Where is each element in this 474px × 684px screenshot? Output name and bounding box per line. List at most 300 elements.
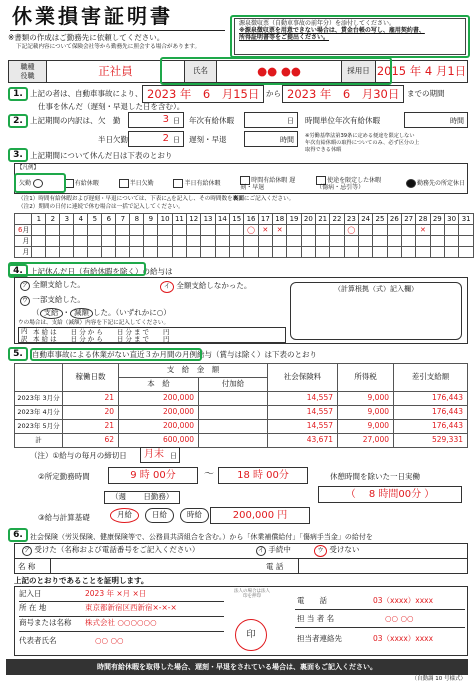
day-cell[interactable] bbox=[116, 247, 130, 258]
day-header: 16 bbox=[244, 214, 258, 225]
wage-cell-m: 計 bbox=[15, 434, 63, 448]
day-cell[interactable] bbox=[172, 225, 186, 236]
day-cell[interactable]: ✕ bbox=[416, 225, 430, 236]
day-cell[interactable] bbox=[60, 225, 74, 236]
wage-cell-d[interactable]: 21 bbox=[63, 392, 119, 406]
wage-cell-i[interactable]: 14,557 bbox=[268, 406, 338, 420]
section-6-number: 6. bbox=[8, 528, 28, 542]
legend-box bbox=[14, 163, 468, 194]
day-header: 3 bbox=[60, 214, 74, 225]
day-header: 30 bbox=[444, 214, 458, 225]
s2-absent-unit: 日 bbox=[173, 117, 180, 125]
day-header: 9 bbox=[144, 214, 158, 225]
s2-footnote-line: ※労働基準法第39条に定める便途を限定しない bbox=[305, 133, 415, 139]
wage-cell-m: 2023年 3月分 bbox=[15, 392, 63, 406]
day-header: 15 bbox=[230, 214, 244, 225]
day-cell[interactable]: ◯ bbox=[244, 225, 258, 236]
section-3-number: 3. bbox=[8, 148, 28, 162]
wage-cell-i[interactable]: 43,671 bbox=[268, 434, 338, 448]
day-cell[interactable]: ✕ bbox=[273, 225, 287, 236]
day-cell[interactable] bbox=[316, 225, 330, 236]
day-cell[interactable] bbox=[301, 225, 315, 236]
option-a-icon: ア bbox=[21, 282, 28, 289]
s6-option-i[interactable]: イ 手続中 bbox=[257, 545, 291, 554]
day-cell[interactable] bbox=[316, 236, 330, 247]
cert-person-label: 担 当 者 名 bbox=[297, 614, 335, 623]
cert-company-value[interactable]: 株式会社 ○○○○○○ bbox=[85, 618, 157, 627]
day-cell[interactable] bbox=[330, 247, 344, 258]
day-cell[interactable] bbox=[88, 247, 102, 258]
breakdown-line: 本 給 は 日 分 か ら 日 分 ま で 円 bbox=[33, 328, 170, 336]
half-cross-icon bbox=[173, 179, 183, 188]
day-cell[interactable] bbox=[287, 225, 301, 236]
hire-label: 採用日 bbox=[342, 61, 376, 83]
s2-paid-field[interactable] bbox=[244, 112, 298, 128]
day-cell[interactable] bbox=[273, 236, 287, 247]
q3-amount-field[interactable]: 200,000 円 bbox=[210, 507, 310, 524]
s2-absent-value: 3 bbox=[162, 114, 169, 125]
day-cell[interactable] bbox=[430, 247, 444, 258]
s1-to-field[interactable]: 2023 年 6 月30日 bbox=[282, 85, 404, 103]
s2-paidtime-label: 時間単位年次有給休暇 bbox=[305, 116, 380, 125]
cert-company-label: 商号または名称 bbox=[19, 618, 72, 627]
cert-tel-value[interactable]: 03（xxxx）xxxx bbox=[373, 596, 434, 605]
q3-daily[interactable]: 日給 bbox=[145, 508, 174, 523]
month-cell[interactable]: 月 bbox=[15, 236, 32, 247]
role-value[interactable]: 正社員 bbox=[47, 61, 185, 83]
wage-cell-a[interactable] bbox=[199, 434, 268, 448]
day-cell[interactable] bbox=[230, 247, 244, 258]
cert-date-label: 記入日 bbox=[19, 589, 42, 598]
q2-week-field[interactable]: （週 日勤務） bbox=[104, 491, 180, 504]
seal-stamp-icon: 印 bbox=[235, 619, 267, 651]
legend-halfpaid: 半日有給休暇 bbox=[173, 179, 220, 188]
day-header: 17 bbox=[258, 214, 272, 225]
wage-header-base: 本 給 bbox=[119, 378, 199, 392]
day-cell[interactable] bbox=[359, 225, 373, 236]
day-header: 11 bbox=[172, 214, 186, 225]
section-2-number: 2. bbox=[8, 114, 28, 128]
s2-late-field[interactable] bbox=[244, 131, 298, 147]
s4-option-u[interactable]: ウ 一部支給した。 bbox=[21, 295, 85, 304]
q3-label: ③給与計算基礎 bbox=[38, 513, 90, 522]
s1-line2: 仕事を休んだ（遅刻・早退した日を含む）。 bbox=[38, 102, 185, 111]
q1-field[interactable] bbox=[140, 447, 180, 463]
hire-value[interactable]: 2015 年 4 月1日 bbox=[376, 61, 468, 83]
day-header: 27 bbox=[401, 214, 415, 225]
wage-row bbox=[15, 434, 468, 448]
q2-tilde: ～ bbox=[204, 469, 214, 480]
day-cell[interactable] bbox=[444, 225, 458, 236]
wage-cell-b[interactable]: 200,000 bbox=[119, 420, 199, 434]
day-header: 12 bbox=[187, 214, 201, 225]
option-i-selected-icon: イ bbox=[160, 281, 174, 293]
s3-note2: （注2）期間の日付に連続で休む場合は一括で記入してください。 bbox=[18, 204, 184, 210]
day-cell[interactable] bbox=[158, 225, 172, 236]
day-cell[interactable] bbox=[459, 247, 474, 258]
s1-pre: 上記の者は、自動車事故により、 bbox=[30, 89, 143, 98]
day-cell[interactable] bbox=[46, 236, 60, 247]
day-cell[interactable] bbox=[416, 247, 430, 258]
wage-cell-i[interactable]: 14,557 bbox=[268, 392, 338, 406]
day-cell[interactable] bbox=[60, 236, 74, 247]
s4-lead: 上記休んだ日（有給休暇を除く）の給与は bbox=[30, 267, 173, 276]
calc-label: （計算根拠（式）記入欄） bbox=[334, 285, 418, 293]
wage-header-tax: 所得税 bbox=[338, 364, 394, 392]
legend-title: 【凡例】 bbox=[17, 165, 40, 171]
s2-half-field[interactable] bbox=[128, 131, 184, 147]
s6-name-field[interactable] bbox=[50, 559, 260, 574]
day-cell[interactable] bbox=[88, 225, 102, 236]
q3-hourly[interactable]: 時給 bbox=[180, 508, 209, 523]
day-cell[interactable] bbox=[330, 236, 344, 247]
legend-items bbox=[19, 176, 465, 192]
subnote: 下記記載内容について保険会社等から勤務先に照会する場合があります。 bbox=[16, 44, 201, 50]
wage-header-net: 差引支給額 bbox=[394, 364, 468, 392]
q2-rest-label: 休憩時間を除いた一日実働 bbox=[330, 472, 420, 481]
s4-option-i[interactable]: イ 全額支給しなかった。 bbox=[160, 281, 251, 293]
s2-footnote-line: 年次有給休暇の取得についてのみ、必ず区分の上 bbox=[305, 139, 420, 146]
s5-lead: 自動車事故による休業がない直近３か月間の月例給与（賞与は除く）は下表のとおり bbox=[32, 350, 317, 359]
wage-row bbox=[15, 420, 468, 434]
s2-late-unit: 時間 bbox=[280, 136, 294, 144]
s6-phone-field[interactable] bbox=[298, 559, 467, 574]
day-header: 18 bbox=[273, 214, 287, 225]
top-note bbox=[234, 18, 466, 55]
section-4-number: 4. bbox=[8, 264, 28, 278]
wage-cell-d[interactable]: 20 bbox=[63, 406, 119, 420]
s4-option-a[interactable]: ア 全額支給した。 bbox=[21, 280, 85, 289]
wage-header-pay: 支 給 金 額 bbox=[119, 364, 268, 378]
day-cell[interactable] bbox=[359, 247, 373, 258]
option-u-selected-icon: ウ bbox=[314, 545, 327, 557]
s6-lead: 社会保険（労災保険、健康保険等で、公務員共済組合を含む。）から「休業補償給付」「傷病手当金」の給付を bbox=[30, 533, 373, 541]
day-cell[interactable] bbox=[330, 225, 344, 236]
day-header: 4 bbox=[74, 214, 88, 225]
s6-option-a[interactable]: ア 受けた（名称および電話番号をご記入ください） bbox=[23, 545, 200, 554]
day-cell[interactable] bbox=[373, 236, 387, 247]
s6-contact-row bbox=[14, 558, 468, 574]
day-cell[interactable] bbox=[172, 236, 186, 247]
day-cell[interactable] bbox=[60, 247, 74, 258]
title-underline bbox=[10, 30, 225, 31]
day-cell[interactable] bbox=[46, 247, 60, 258]
wage-cell-t[interactable]: 27,000 bbox=[338, 434, 394, 448]
day-header: 10 bbox=[158, 214, 172, 225]
wage-header-days: 稼働日数 bbox=[63, 364, 119, 392]
day-header: 31 bbox=[459, 214, 474, 225]
s2-paid-unit: 日 bbox=[287, 117, 294, 125]
day-cell[interactable] bbox=[230, 225, 244, 236]
day-header: 23 bbox=[344, 214, 358, 225]
s5-highlight bbox=[30, 348, 202, 361]
day-cell[interactable] bbox=[401, 236, 415, 247]
grid-corner bbox=[15, 214, 32, 225]
month-cell[interactable]: 6月 bbox=[15, 225, 32, 236]
cert-tel-label: 電 話 bbox=[297, 596, 327, 605]
legend-half: 半日欠勤 bbox=[119, 179, 154, 188]
day-cell[interactable] bbox=[88, 236, 102, 247]
legend-absent: 欠勤 bbox=[19, 179, 44, 188]
wage-cell-d[interactable]: 62 bbox=[63, 434, 119, 448]
day-header: 7 bbox=[116, 214, 130, 225]
page-title: 休業損害証明書 bbox=[12, 4, 173, 28]
wage-row bbox=[15, 392, 468, 406]
q3-options bbox=[110, 508, 209, 523]
legend-highlight bbox=[14, 173, 66, 193]
legend-holiday: 勤務先の所定休日 bbox=[406, 179, 465, 188]
day-header: 25 bbox=[373, 214, 387, 225]
q1-unit: 日 bbox=[170, 452, 177, 460]
day-cell[interactable] bbox=[201, 225, 215, 236]
day-cell[interactable] bbox=[258, 247, 272, 258]
day-cell[interactable] bbox=[215, 247, 229, 258]
form-number: （自動調 10 号様式） bbox=[411, 676, 466, 682]
s1-from-field[interactable]: 2023 年 6 月15日 bbox=[142, 85, 264, 103]
day-header: 19 bbox=[287, 214, 301, 225]
day-cell[interactable] bbox=[416, 236, 430, 247]
day-cell[interactable] bbox=[344, 236, 358, 247]
day-cell[interactable] bbox=[316, 247, 330, 258]
wage-cell-i[interactable]: 14,557 bbox=[268, 420, 338, 434]
day-header: 8 bbox=[130, 214, 144, 225]
s2-lead: 上記期間の内訳は、 bbox=[30, 116, 98, 125]
cert-rep-label: 代表者氏名 bbox=[19, 636, 57, 645]
seal-note: 法人の場合は法人印を押印 bbox=[234, 589, 270, 600]
day-header: 5 bbox=[88, 214, 102, 225]
day-cell[interactable] bbox=[273, 247, 287, 258]
day-cell[interactable] bbox=[244, 236, 258, 247]
wage-header-add: 付加給 bbox=[199, 378, 268, 392]
day-header: 1 bbox=[32, 214, 46, 225]
q2-start-field[interactable]: 9 時 00分 bbox=[108, 467, 198, 484]
day-cell[interactable] bbox=[244, 247, 258, 258]
day-cell[interactable] bbox=[46, 225, 60, 236]
top-note-line: 所得証明書等をご提出ください。 bbox=[239, 33, 330, 41]
day-cell[interactable] bbox=[459, 236, 474, 247]
day-cell[interactable] bbox=[144, 247, 158, 258]
day-cell[interactable] bbox=[144, 225, 158, 236]
day-cell[interactable] bbox=[158, 236, 172, 247]
day-cell[interactable] bbox=[74, 247, 88, 258]
day-cell[interactable] bbox=[401, 247, 415, 258]
day-cell[interactable] bbox=[430, 236, 444, 247]
day-cell[interactable] bbox=[373, 247, 387, 258]
legend-special: 使途を限定した休暇（傷病・忌引等） bbox=[316, 177, 382, 191]
cert-lead: 上記のとおりであることを証明します。 bbox=[14, 576, 149, 585]
day-cell[interactable] bbox=[444, 247, 458, 258]
cert-contact-value[interactable]: 03（xxxx）xxxx bbox=[373, 634, 434, 643]
wage-cell-b[interactable]: 200,000 bbox=[119, 392, 199, 406]
day-header: 22 bbox=[330, 214, 344, 225]
day-cell[interactable] bbox=[130, 236, 144, 247]
cert-addr-value[interactable]: 東京都新宿区西新宿×-×-× bbox=[85, 603, 177, 612]
s3-note1: （注1）時間有給休暇および遅刻・早退については、下表に△を記入し、その時間数を裏面にご記入ください。 bbox=[18, 196, 295, 202]
top-note-line: ※源泉徴収票を用意できない場合は、賃金台帳の写し、雇用契約書、 bbox=[239, 26, 425, 34]
q3-monthly-selected[interactable]: 月給 bbox=[110, 508, 139, 523]
s2-half-value: 2 bbox=[162, 133, 169, 144]
day-header: 21 bbox=[316, 214, 330, 225]
cert-box bbox=[14, 586, 468, 656]
cert-person-value[interactable]: ○○ ○○ bbox=[385, 614, 414, 623]
wage-cell-t[interactable]: 9,000 bbox=[338, 420, 394, 434]
wage-header-insurance: 社会保険料 bbox=[268, 364, 338, 392]
wage-cell-m: 2023年 5月分 bbox=[15, 420, 63, 434]
name-value[interactable]: ●● ●● bbox=[217, 61, 342, 83]
day-header: 26 bbox=[387, 214, 401, 225]
day-cell[interactable] bbox=[387, 236, 401, 247]
day-cell[interactable] bbox=[102, 236, 116, 247]
s1-post: までの期間 bbox=[407, 89, 445, 98]
s1-to-word: から bbox=[266, 89, 281, 98]
day-cell[interactable] bbox=[116, 236, 130, 247]
day-cell[interactable]: ◯ bbox=[344, 225, 358, 236]
s2-late-label: 遅刻・早退 bbox=[189, 135, 227, 144]
s2-footnote bbox=[305, 133, 419, 153]
section-1-number: 1. bbox=[8, 87, 28, 101]
day-cell[interactable]: ✕ bbox=[258, 225, 272, 236]
half-circle-icon bbox=[119, 179, 129, 188]
day-cell[interactable] bbox=[187, 225, 201, 236]
wage-cell-d[interactable]: 21 bbox=[63, 420, 119, 434]
day-cell[interactable] bbox=[74, 225, 88, 236]
wage-cell-m: 2023年 4月分 bbox=[15, 406, 63, 420]
day-cell[interactable] bbox=[215, 225, 229, 236]
wage-cell-a[interactable] bbox=[199, 392, 268, 406]
wage-cell-n[interactable]: 176,443 bbox=[394, 406, 468, 420]
day-header: 14 bbox=[215, 214, 229, 225]
note: ※書類の作成はご勤務先に依頼してください。 bbox=[8, 33, 165, 42]
s2-footnote-line: 取得できる休暇 bbox=[305, 146, 342, 153]
wage-header-blank bbox=[15, 364, 63, 392]
day-header: 6 bbox=[102, 214, 116, 225]
s2-half-label: 半日欠勤 bbox=[98, 135, 128, 144]
day-cell[interactable] bbox=[230, 236, 244, 247]
day-cell[interactable] bbox=[387, 247, 401, 258]
wage-cell-n[interactable]: 176,443 bbox=[394, 392, 468, 406]
day-header: 28 bbox=[416, 214, 430, 225]
day-header: 2 bbox=[46, 214, 60, 225]
day-cell[interactable] bbox=[130, 247, 144, 258]
day-cell[interactable] bbox=[373, 225, 387, 236]
day-cell[interactable] bbox=[444, 236, 458, 247]
s2-paidtime-field[interactable] bbox=[404, 112, 468, 128]
cert-date-value[interactable]: 2023 年 ×月 ×日 bbox=[85, 589, 147, 598]
q2-label: ②所定勤務時間 bbox=[38, 472, 90, 481]
wage-row bbox=[15, 406, 468, 420]
s4-u-detail: （ 支給 ・ 減額 した。（いずれかに○） bbox=[32, 308, 171, 317]
header-highlight bbox=[160, 57, 392, 85]
day-header: 13 bbox=[201, 214, 215, 225]
s2-paid-label: 年次有給休暇 bbox=[189, 116, 234, 125]
q2-rest-field[interactable]: （ 8 時間00分 ） bbox=[318, 486, 462, 503]
day-cell[interactable] bbox=[187, 247, 201, 258]
attendance-grid bbox=[14, 213, 474, 258]
q2-end-field[interactable]: 18 時 00分 bbox=[218, 467, 308, 484]
wage-table bbox=[14, 363, 468, 448]
s4-breakdown bbox=[18, 327, 286, 343]
q1-value: 月末 bbox=[144, 449, 164, 460]
s2-half-unit: 日 bbox=[173, 136, 180, 144]
day-header: 20 bbox=[301, 214, 315, 225]
legend-paid: 有給休暇 bbox=[64, 179, 99, 188]
day-cell[interactable] bbox=[172, 247, 186, 258]
breakdown-label: 内 訳 bbox=[21, 327, 28, 343]
day-cell[interactable] bbox=[32, 247, 46, 258]
breakdown-line: 本 給 は 日 分 か ら 日 分 ま で 円 bbox=[33, 335, 170, 343]
day-cell[interactable] bbox=[158, 247, 172, 258]
s6-option-u[interactable]: ウ 受けない bbox=[314, 545, 359, 557]
cert-contact-label: 担当者連絡先 bbox=[297, 634, 342, 643]
wage-cell-n[interactable]: 529,331 bbox=[394, 434, 468, 448]
cert-rep-value[interactable]: ○○ ○○ bbox=[95, 636, 124, 645]
day-cell[interactable] bbox=[32, 236, 46, 247]
name-label: 氏名 bbox=[185, 61, 217, 83]
s2-absent-label: 欠 勤 bbox=[98, 116, 121, 125]
filled-circle-icon bbox=[406, 179, 416, 188]
day-cell[interactable] bbox=[459, 225, 474, 236]
day-cell[interactable] bbox=[287, 247, 301, 258]
day-cell[interactable] bbox=[32, 225, 46, 236]
day-cell[interactable] bbox=[401, 225, 415, 236]
day-cell[interactable] bbox=[102, 247, 116, 258]
s2-absent-field[interactable] bbox=[128, 112, 184, 128]
calc-area[interactable] bbox=[290, 282, 462, 340]
day-cell[interactable] bbox=[301, 247, 315, 258]
day-cell[interactable] bbox=[201, 247, 215, 258]
legend-time: 時間有給休暇 遅刻・早退 bbox=[240, 177, 296, 191]
day-cell[interactable] bbox=[359, 236, 373, 247]
wage-cell-n[interactable]: 176,443 bbox=[394, 420, 468, 434]
wage-cell-b[interactable]: 200,000 bbox=[119, 406, 199, 420]
day-cell[interactable] bbox=[102, 225, 116, 236]
day-cell[interactable] bbox=[144, 236, 158, 247]
wage-cell-a[interactable] bbox=[199, 406, 268, 420]
s6-phone-label: 電 話 bbox=[266, 562, 284, 571]
day-cell[interactable] bbox=[344, 247, 358, 258]
day-cell[interactable] bbox=[201, 236, 215, 247]
bottom-banner: 時間有給休暇を取得した場合、遅刻・早退をされている場合は、裏面もご記入ください。 bbox=[6, 659, 468, 675]
day-cell[interactable] bbox=[215, 236, 229, 247]
day-cell[interactable] bbox=[258, 236, 272, 247]
s4-u-note: ウの場合は、支給（減額）内容を下記に記入してください。 bbox=[18, 320, 170, 326]
day-header: 29 bbox=[430, 214, 444, 225]
role-label: 職種 役職 bbox=[9, 61, 47, 83]
day-cell[interactable] bbox=[387, 225, 401, 236]
s2-paidtime-unit: 時間 bbox=[450, 117, 464, 125]
s6-name-label: 名 称 bbox=[18, 562, 36, 571]
s4-highlight bbox=[8, 262, 146, 276]
day-cell[interactable] bbox=[74, 236, 88, 247]
day-cell[interactable] bbox=[116, 225, 130, 236]
q1-label: （注）①給与の毎月の締切日 bbox=[30, 451, 127, 460]
cert-addr-label: 所 在 地 bbox=[19, 603, 47, 612]
top-note-line: 源泉徴収票（自動車事故の前年分）を添付してください。 bbox=[239, 20, 396, 27]
wage-cell-t[interactable]: 9,000 bbox=[338, 392, 394, 406]
day-cell[interactable] bbox=[301, 236, 315, 247]
wage-cell-t[interactable]: 9,000 bbox=[338, 406, 394, 420]
day-cell[interactable] bbox=[130, 225, 144, 236]
day-cell[interactable] bbox=[187, 236, 201, 247]
day-header: 24 bbox=[359, 214, 373, 225]
s3-lead: 上記期間について休んだ日は下表のとおり bbox=[30, 151, 173, 160]
day-cell[interactable] bbox=[287, 236, 301, 247]
wage-cell-a[interactable] bbox=[199, 420, 268, 434]
section-5-number: 5. bbox=[8, 347, 28, 361]
month-cell[interactable]: 月 bbox=[15, 247, 32, 258]
day-cell[interactable] bbox=[430, 225, 444, 236]
wage-cell-b[interactable]: 600,000 bbox=[119, 434, 199, 448]
